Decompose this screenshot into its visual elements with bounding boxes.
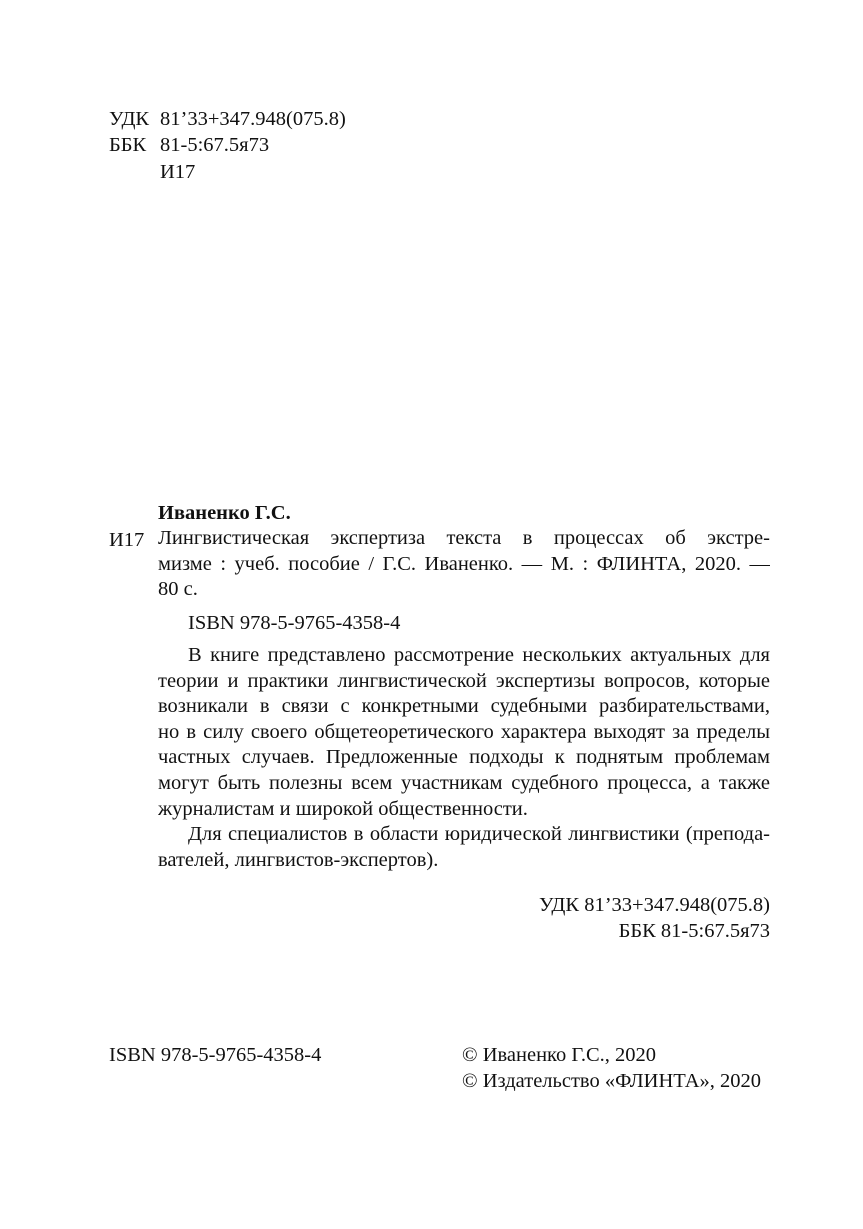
record-udk: УДК 81’33+347.948(075.8) — [538, 894, 770, 916]
abstract-line: могут быть полезны всем участникам судебного процесса, а также — [158, 771, 770, 794]
record-isbn: ISBN 978-5-9765-4358-4 — [188, 612, 401, 634]
copyright-publisher: © Издательство «ФЛИНТА», 2020 — [462, 1070, 762, 1092]
record-audience — [158, 822, 770, 873]
abstract-line: частных случаев. Предложенные подходы к поднятым проблемам — [158, 746, 770, 769]
audience-line: вателей, лингвистов-экспертов). — [158, 848, 439, 871]
abstract-line: журналистам и широкой общественности. — [158, 797, 528, 820]
description-line: 80 с. — [158, 578, 198, 601]
record-description — [158, 526, 770, 603]
footer-isbn: ISBN 978-5-9765-4358-4 — [109, 1044, 322, 1066]
author-mark-top: И17 — [160, 161, 196, 183]
abstract-line: возникали в связи с конкретными судебными разбирательствами, — [158, 695, 770, 718]
udk-value-top: 81’33+347.948(075.8) — [160, 108, 346, 130]
record-mark: И17 — [109, 529, 145, 551]
audience-line: Для специалистов в области юридической лингвистики (препода- — [188, 823, 770, 845]
description-line: мизме : учеб. пособие / Г.С. Иваненко. — М. : ФЛИНТА, 2020. — — [158, 552, 770, 575]
record-bbk: ББК 81-5:67.5я73 — [618, 920, 770, 942]
record-author: Иваненко Г.С. — [158, 502, 291, 524]
abstract-line: теории и практики лингвистической экспертизы вопросов, которые — [158, 669, 770, 692]
bbk-label-top: ББК — [109, 134, 147, 156]
abstract-line: но в силу своего общетеоретического характера выходят за пределы — [158, 720, 770, 743]
abstract-line: В книге представлено рассмотрение нескольких актуальных для — [188, 644, 770, 666]
description-line: Лингвистическая экспертиза текста в процессах об экстре- — [158, 527, 770, 549]
udk-label-top: УДК — [109, 108, 150, 130]
copyright-author: © Иваненко Г.С., 2020 — [462, 1044, 657, 1066]
bbk-value-top: 81-5:67.5я73 — [160, 134, 270, 156]
record-abstract — [158, 643, 770, 822]
